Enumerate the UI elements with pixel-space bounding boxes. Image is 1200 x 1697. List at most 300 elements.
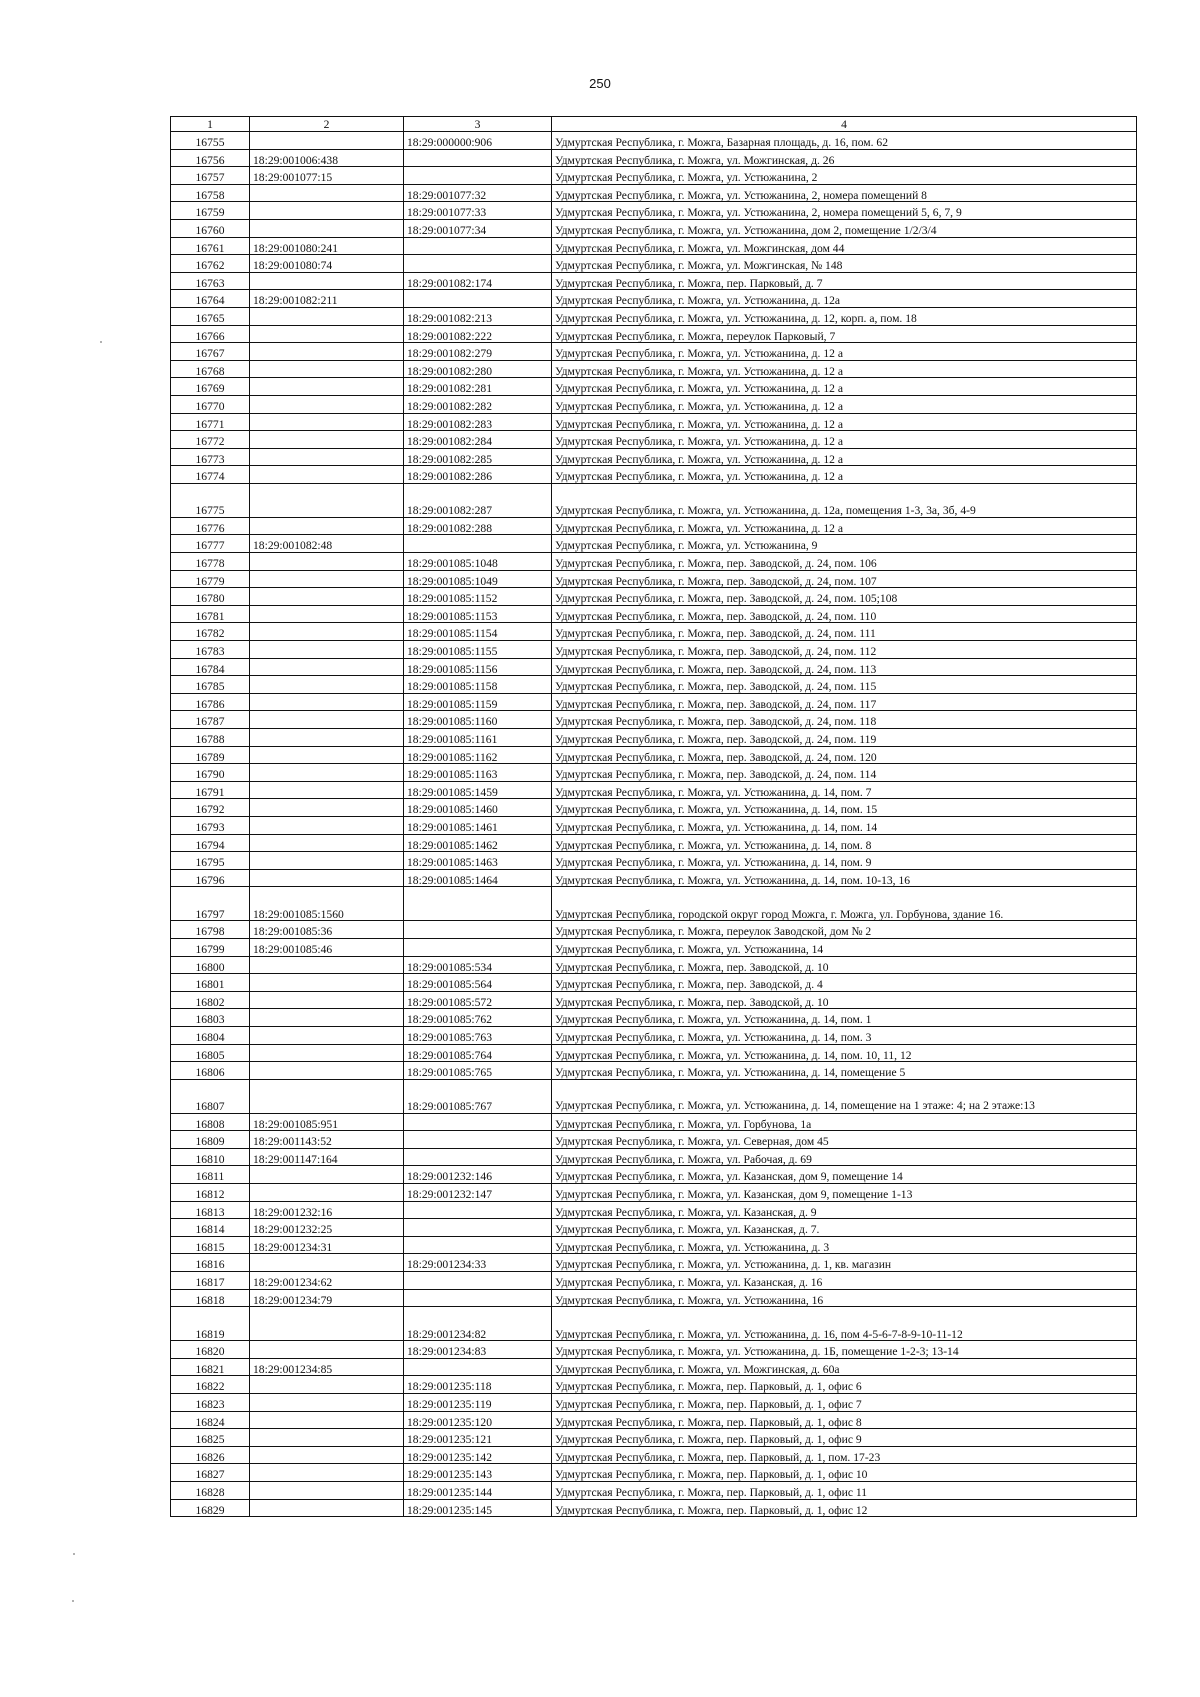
- cadastral-number-object: 18:29:001082:281: [404, 378, 552, 396]
- header-row: [171, 117, 1137, 132]
- table-row: [171, 1219, 1137, 1237]
- cadastral-number-land: [250, 605, 404, 623]
- address: Удмуртская Республика, г. Можга, пер. Парковый, д. 1, офис 7: [552, 1394, 1137, 1412]
- table-row: [171, 799, 1137, 817]
- address: Удмуртская Республика, г. Можга, пер. Заводской, д. 4: [552, 974, 1137, 992]
- cadastral-number-object: [404, 290, 552, 308]
- row-number: 16822: [171, 1376, 250, 1394]
- row-number: 16800: [171, 956, 250, 974]
- column-header-1: 1: [171, 117, 250, 132]
- table-row: [171, 1376, 1137, 1394]
- table-row: [171, 676, 1137, 694]
- cadastral-number-object: [404, 1201, 552, 1219]
- address: Удмуртская Республика, г. Можга, пер. Парковый, д. 1, офис 10: [552, 1464, 1137, 1482]
- address: Удмуртская Республика, г. Можга, ул. Казанская, дом 9, помещение 14: [552, 1166, 1137, 1184]
- address: Удмуртская Республика, г. Можга, пер. Парковый, д. 1, офис 8: [552, 1411, 1137, 1429]
- cadastral-number-land: [250, 1062, 404, 1080]
- cadastral-number-object: 18:29:001234:82: [404, 1307, 552, 1341]
- table-row: [171, 1394, 1137, 1412]
- cadastral-number-land: 18:29:001234:31: [250, 1236, 404, 1254]
- cadastral-number-land: 18:29:001232:16: [250, 1201, 404, 1219]
- cadastral-number-object: 18:29:001082:283: [404, 413, 552, 431]
- address: Удмуртская Республика, г. Можга, ул. Горбунова, 1а: [552, 1113, 1137, 1131]
- cadastral-number-object: [404, 1148, 552, 1166]
- address: Удмуртская Республика, г. Можга, ул. Устюжанина, д. 12 а: [552, 431, 1137, 449]
- cadastral-number-object: [404, 535, 552, 553]
- cadastral-number-object: 18:29:001235:118: [404, 1376, 552, 1394]
- address: Удмуртская Республика, г. Можга, ул. Устюжанина, д. 12 а: [552, 517, 1137, 535]
- cadastral-number-land: 18:29:001006:438: [250, 149, 404, 167]
- row-number: 16808: [171, 1113, 250, 1131]
- cadastral-number-land: 18:29:001143:52: [250, 1131, 404, 1149]
- row-number: 16812: [171, 1184, 250, 1202]
- cadastral-number-object: 18:29:001085:1459: [404, 781, 552, 799]
- row-number: 16815: [171, 1236, 250, 1254]
- row-number: 16802: [171, 991, 250, 1009]
- table-row: [171, 1044, 1137, 1062]
- table-row: [171, 641, 1137, 659]
- cadastral-number-object: 18:29:001082:279: [404, 343, 552, 361]
- cadastral-number-object: 18:29:001085:1159: [404, 693, 552, 711]
- row-number: 16809: [171, 1131, 250, 1149]
- cadastral-number-object: 18:29:001082:285: [404, 448, 552, 466]
- table-row: [171, 711, 1137, 729]
- cadastral-number-land: 18:29:001080:241: [250, 237, 404, 255]
- table-row: [171, 1464, 1137, 1482]
- table-row: [171, 132, 1137, 150]
- address: Удмуртская Республика, г. Можга, ул. Устюжанина, д. 12 а: [552, 413, 1137, 431]
- cadastral-number-land: 18:29:001080:74: [250, 255, 404, 273]
- cadastral-number-land: 18:29:001082:48: [250, 535, 404, 553]
- cadastral-number-land: 18:29:001234:79: [250, 1289, 404, 1307]
- table-row: [171, 219, 1137, 237]
- cadastral-number-object: 18:29:001082:286: [404, 466, 552, 484]
- cadastral-number-object: 18:29:001085:1155: [404, 641, 552, 659]
- cadastral-number-object: [404, 1236, 552, 1254]
- address: Удмуртская Республика, г. Можга, ул. Устюжанина, д. 12 а: [552, 466, 1137, 484]
- cadastral-number-land: [250, 325, 404, 343]
- cadastral-number-land: [250, 272, 404, 290]
- cadastral-number-object: 18:29:001235:120: [404, 1411, 552, 1429]
- cadastral-number-land: [250, 553, 404, 571]
- table-row: [171, 1166, 1137, 1184]
- address: Удмуртская Республика, г. Можга, ул. Устюжанина, д. 12 а: [552, 448, 1137, 466]
- cadastral-number-object: 18:29:001234:33: [404, 1254, 552, 1272]
- address: Удмуртская Республика, г. Можга, ул. Казанская, д. 7.: [552, 1219, 1137, 1237]
- cadastral-number-land: [250, 711, 404, 729]
- cadastral-number-land: [250, 1429, 404, 1447]
- address: Удмуртская Республика, г. Можга, ул. Устюжанина, 9: [552, 535, 1137, 553]
- address: Удмуртская Республика, г. Можга, ул. Устюжанина, д. 14, пом. 15: [552, 799, 1137, 817]
- table-row: [171, 1236, 1137, 1254]
- row-number: 16791: [171, 781, 250, 799]
- table-row: [171, 413, 1137, 431]
- row-number: 16813: [171, 1201, 250, 1219]
- row-number: 16784: [171, 658, 250, 676]
- address: Удмуртская Республика, г. Можга, пер. Заводской, д. 24, пом. 112: [552, 641, 1137, 659]
- cadastral-number-object: 18:29:000000:906: [404, 132, 552, 150]
- address: Удмуртская Республика, г. Можга, пер. Заводской, д. 24, пом. 118: [552, 711, 1137, 729]
- cadastral-number-object: 18:29:001085:1049: [404, 570, 552, 588]
- cadastral-number-object: 18:29:001085:765: [404, 1062, 552, 1080]
- table-row: [171, 167, 1137, 185]
- cadastral-number-land: [250, 1341, 404, 1359]
- table-row: [171, 1358, 1137, 1376]
- row-number: 16760: [171, 219, 250, 237]
- row-number: 16756: [171, 149, 250, 167]
- address: Удмуртская Республика, г. Можга, пер. Заводской, д. 24, пом. 105;108: [552, 588, 1137, 606]
- address: Удмуртская Республика, городской округ город Можга, г. Можга, ул. Горбунова, здание 16.: [552, 887, 1137, 921]
- address: Удмуртская Республика, г. Можга, пер. Заводской, д. 24, пом. 110: [552, 605, 1137, 623]
- row-number: 16759: [171, 202, 250, 220]
- cadastral-number-object: [404, 1131, 552, 1149]
- address: Удмуртская Республика, г. Можга, ул. Устюжанина, д. 12а: [552, 290, 1137, 308]
- table-row: [171, 746, 1137, 764]
- row-number: 16796: [171, 869, 250, 887]
- cadastral-number-land: [250, 202, 404, 220]
- cadastral-number-land: [250, 1166, 404, 1184]
- row-number: 16816: [171, 1254, 250, 1272]
- table-row: [171, 255, 1137, 273]
- cadastral-number-land: [250, 869, 404, 887]
- row-number: 16827: [171, 1464, 250, 1482]
- cadastral-number-land: [250, 1464, 404, 1482]
- row-number: 16768: [171, 360, 250, 378]
- address: Удмуртская Республика, г. Можга, пер. Заводской, д. 24, пом. 114: [552, 764, 1137, 782]
- cadastral-number-object: 18:29:001232:147: [404, 1184, 552, 1202]
- cadastral-number-object: 18:29:001085:1162: [404, 746, 552, 764]
- cadastral-number-object: [404, 887, 552, 921]
- table-row: [171, 431, 1137, 449]
- row-number: 16817: [171, 1272, 250, 1290]
- row-number: 16783: [171, 641, 250, 659]
- table-row: [171, 483, 1137, 517]
- address: Удмуртская Республика, г. Можга, ул. Устюжанина, д. 12а, помещения 1-3, 3а, 3б, 4-9: [552, 483, 1137, 517]
- table-row: [171, 781, 1137, 799]
- cadastral-number-object: 18:29:001082:174: [404, 272, 552, 290]
- row-number: 16762: [171, 255, 250, 273]
- address: Удмуртская Республика, г. Можга, ул. Устюжанина, 16: [552, 1289, 1137, 1307]
- cadastral-number-object: [404, 237, 552, 255]
- address: Удмуртская Республика, г. Можга, ул. Устюжанина, д. 14, пом. 9: [552, 852, 1137, 870]
- table-row: [171, 693, 1137, 711]
- cadastral-number-object: 18:29:001085:1463: [404, 852, 552, 870]
- row-number: 16766: [171, 325, 250, 343]
- cadastral-number-object: [404, 1358, 552, 1376]
- column-header-3: 3: [404, 117, 552, 132]
- row-number: 16778: [171, 553, 250, 571]
- cadastral-number-land: [250, 413, 404, 431]
- cadastral-number-object: 18:29:001235:143: [404, 1464, 552, 1482]
- address: Удмуртская Республика, г. Можга, ул. Устюжанина, д. 14, пом. 7: [552, 781, 1137, 799]
- address: Удмуртская Республика, г. Можга, ул. Устюжанина, д. 1, кв. магазин: [552, 1254, 1137, 1272]
- address: Удмуртская Республика, г. Можга, пер. Заводской, д. 24, пом. 107: [552, 570, 1137, 588]
- cadastral-number-object: 18:29:001235:121: [404, 1429, 552, 1447]
- cadastral-number-object: 18:29:001232:146: [404, 1166, 552, 1184]
- table-row: [171, 1009, 1137, 1027]
- row-number: 16781: [171, 605, 250, 623]
- address: Удмуртская Республика, г. Можга, ул. Устюжанина, д. 1Б, помещение 1-2-3; 13-14: [552, 1341, 1137, 1359]
- address: Удмуртская Республика, г. Можга, ул. Казанская, д. 16: [552, 1272, 1137, 1290]
- cadastral-number-object: 18:29:001085:1163: [404, 764, 552, 782]
- table-row: [171, 1307, 1137, 1341]
- cadastral-number-land: [250, 658, 404, 676]
- cadastral-number-object: 18:29:001085:1152: [404, 588, 552, 606]
- cadastral-number-land: [250, 570, 404, 588]
- row-number: 16814: [171, 1219, 250, 1237]
- row-number: 16770: [171, 395, 250, 413]
- table-row: [171, 588, 1137, 606]
- table-row: [171, 343, 1137, 361]
- address: Удмуртская Республика, г. Можга, ул. Устюжанина, д. 14, пом. 8: [552, 834, 1137, 852]
- cadastral-number-object: [404, 1113, 552, 1131]
- table-row: [171, 1131, 1137, 1149]
- table-row: [171, 360, 1137, 378]
- cadastral-number-land: [250, 1499, 404, 1517]
- address: Удмуртская Республика, г. Можга, ул. Можгинская, № 148: [552, 255, 1137, 273]
- table-row: [171, 184, 1137, 202]
- cadastral-number-land: [250, 764, 404, 782]
- address: Удмуртская Республика, г. Можга, ул. Устюжанина, 2: [552, 167, 1137, 185]
- address: Удмуртская Республика, г. Можга, ул. Устюжанина, д. 14, помещение 5: [552, 1062, 1137, 1080]
- table-row: [171, 729, 1137, 747]
- table-row: [171, 764, 1137, 782]
- cadastral-number-land: [250, 431, 404, 449]
- cadastral-number-object: [404, 921, 552, 939]
- cadastral-number-land: 18:29:001077:15: [250, 167, 404, 185]
- row-number: 16795: [171, 852, 250, 870]
- address: Удмуртская Республика, г. Можга, ул. Устюжанина, д. 12 а: [552, 378, 1137, 396]
- cadastral-number-land: 18:29:001085:951: [250, 1113, 404, 1131]
- table-row: [171, 938, 1137, 956]
- row-number: 16780: [171, 588, 250, 606]
- row-number: 16825: [171, 1429, 250, 1447]
- table-row: [171, 1254, 1137, 1272]
- cadastral-number-land: [250, 781, 404, 799]
- cadastral-number-land: [250, 641, 404, 659]
- address: Удмуртская Республика, г. Можга, ул. Северная, дом 45: [552, 1131, 1137, 1149]
- cadastral-number-object: 18:29:001085:767: [404, 1079, 552, 1113]
- cadastral-number-object: 18:29:001235:145: [404, 1499, 552, 1517]
- table-row: [171, 1026, 1137, 1044]
- cadastral-number-object: 18:29:001085:1153: [404, 605, 552, 623]
- cadastral-number-object: 18:29:001077:34: [404, 219, 552, 237]
- row-number: 16805: [171, 1044, 250, 1062]
- address: Удмуртская Республика, г. Можга, переулок Парковый, 7: [552, 325, 1137, 343]
- cadastral-number-land: [250, 623, 404, 641]
- address: Удмуртская Республика, г. Можга, ул. Устюжанина, д. 14, помещение на 1 этаже: 4; на 2 этаже:13: [552, 1079, 1137, 1113]
- cadastral-number-land: [250, 956, 404, 974]
- row-number: 16798: [171, 921, 250, 939]
- table-row: [171, 202, 1137, 220]
- cadastral-number-land: [250, 588, 404, 606]
- cadastral-number-object: 18:29:001082:287: [404, 483, 552, 517]
- row-number: 16810: [171, 1148, 250, 1166]
- address: Удмуртская Республика, г. Можга, пер. Парковый, д. 1, офис 9: [552, 1429, 1137, 1447]
- cadastral-number-object: 18:29:001085:764: [404, 1044, 552, 1062]
- address: Удмуртская Республика, г. Можга, пер. Парковый, д. 7: [552, 272, 1137, 290]
- cadastral-number-object: 18:29:001085:1464: [404, 869, 552, 887]
- address: Удмуртская Республика, г. Можга, ул. Устюжанина, 2, номера помещений 8: [552, 184, 1137, 202]
- page-number: 250: [589, 76, 611, 91]
- row-number: 16773: [171, 448, 250, 466]
- table-row: [171, 448, 1137, 466]
- row-number: 16786: [171, 693, 250, 711]
- cadastral-number-land: [250, 1184, 404, 1202]
- cadastral-number-land: 18:29:001085:1560: [250, 887, 404, 921]
- scan-speck: [100, 341, 102, 343]
- cadastral-number-land: [250, 448, 404, 466]
- cadastral-number-object: 18:29:001234:83: [404, 1341, 552, 1359]
- row-number: 16767: [171, 343, 250, 361]
- table-row: [171, 1113, 1137, 1131]
- table-row: [171, 1429, 1137, 1447]
- table-row: [171, 272, 1137, 290]
- cadastral-number-land: [250, 378, 404, 396]
- address: Удмуртская Республика, г. Можга, пер. Заводской, д. 24, пом. 106: [552, 553, 1137, 571]
- table-row: [171, 325, 1137, 343]
- table-row: [171, 1148, 1137, 1166]
- cadastral-number-object: 18:29:001085:763: [404, 1026, 552, 1044]
- address: Удмуртская Республика, г. Можга, пер. Парковый, д. 1, офис 6: [552, 1376, 1137, 1394]
- address: Удмуртская Республика, г. Можга, ул. Устюжанина, д. 12, корп. а, пом. 18: [552, 307, 1137, 325]
- cadastral-number-object: 18:29:001235:142: [404, 1446, 552, 1464]
- table-row: [171, 1341, 1137, 1359]
- cadastral-number-land: [250, 693, 404, 711]
- row-number: 16758: [171, 184, 250, 202]
- row-number: 16757: [171, 167, 250, 185]
- cadastral-number-object: 18:29:001085:1161: [404, 729, 552, 747]
- address: Удмуртская Республика, г. Можга, ул. Можгинская, д. 60а: [552, 1358, 1137, 1376]
- scan-speck: [73, 1553, 75, 1555]
- table-row: [171, 517, 1137, 535]
- table-row: [171, 869, 1137, 887]
- address: Удмуртская Республика, г. Можга, ул. Устюжанина, д. 14, пом. 1: [552, 1009, 1137, 1027]
- cadastral-number-land: [250, 1446, 404, 1464]
- address: Удмуртская Республика, г. Можга, переулок Заводской, дом № 2: [552, 921, 1137, 939]
- cadastral-number-land: [250, 483, 404, 517]
- table-row: [171, 1411, 1137, 1429]
- cadastral-number-land: 18:29:001232:25: [250, 1219, 404, 1237]
- table-row: [171, 378, 1137, 396]
- cadastral-number-object: 18:29:001085:1154: [404, 623, 552, 641]
- row-number: 16794: [171, 834, 250, 852]
- register-table: [170, 116, 1137, 1517]
- row-number: 16824: [171, 1411, 250, 1429]
- cadastral-number-land: [250, 1254, 404, 1272]
- row-number: 16807: [171, 1079, 250, 1113]
- cadastral-number-object: 18:29:001082:282: [404, 395, 552, 413]
- address: Удмуртская Республика, г. Можга, пер. Заводской, д. 10: [552, 991, 1137, 1009]
- row-number: 16799: [171, 938, 250, 956]
- row-number: 16829: [171, 1499, 250, 1517]
- cadastral-number-object: 18:29:001235:119: [404, 1394, 552, 1412]
- address: Удмуртская Республика, г. Можга, ул. Устюжанина, д. 14, пом. 10-13, 16: [552, 869, 1137, 887]
- row-number: 16797: [171, 887, 250, 921]
- cadastral-number-land: [250, 799, 404, 817]
- column-header-2: 2: [250, 117, 404, 132]
- row-number: 16793: [171, 816, 250, 834]
- column-header-4: 4: [552, 117, 1137, 132]
- address: Удмуртская Республика, г. Можга, Базарная площадь, д. 16, пом. 62: [552, 132, 1137, 150]
- cadastral-number-object: 18:29:001235:144: [404, 1481, 552, 1499]
- cadastral-number-land: [250, 517, 404, 535]
- table-row: [171, 991, 1137, 1009]
- table-row: [171, 1289, 1137, 1307]
- row-number: 16776: [171, 517, 250, 535]
- table-row: [171, 395, 1137, 413]
- row-number: 16761: [171, 237, 250, 255]
- cadastral-number-object: [404, 1289, 552, 1307]
- address: Удмуртская Республика, г. Можга, ул. Устюжанина, д. 16, пом 4-5-6-7-8-9-10-11-12: [552, 1307, 1137, 1341]
- address: Удмуртская Республика, г. Можга, пер. Парковый, д. 1, пом. 17-23: [552, 1446, 1137, 1464]
- cadastral-number-land: [250, 729, 404, 747]
- cadastral-number-land: 18:29:001234:85: [250, 1358, 404, 1376]
- cadastral-number-object: 18:29:001077:33: [404, 202, 552, 220]
- address: Удмуртская Республика, г. Можга, пер. Заводской, д. 24, пом. 111: [552, 623, 1137, 641]
- address: Удмуртская Республика, г. Можга, пер. Заводской, д. 24, пом. 115: [552, 676, 1137, 694]
- cadastral-number-land: [250, 184, 404, 202]
- row-number: 16790: [171, 764, 250, 782]
- cadastral-number-object: 18:29:001085:1460: [404, 799, 552, 817]
- address: Удмуртская Республика, г. Можга, ул. Устюжанина, д. 14, пом. 14: [552, 816, 1137, 834]
- address: Удмуртская Республика, г. Можга, пер. Заводской, д. 24, пом. 113: [552, 658, 1137, 676]
- row-number: 16769: [171, 378, 250, 396]
- scan-speck: [72, 1600, 74, 1602]
- table-row: [171, 149, 1137, 167]
- row-number: 16788: [171, 729, 250, 747]
- row-number: 16804: [171, 1026, 250, 1044]
- cadastral-number-land: [250, 1079, 404, 1113]
- row-number: 16775: [171, 483, 250, 517]
- cadastral-number-land: [250, 974, 404, 992]
- address: Удмуртская Республика, г. Можга, пер. Парковый, д. 1, офис 11: [552, 1481, 1137, 1499]
- table-row: [171, 307, 1137, 325]
- cadastral-number-object: [404, 1272, 552, 1290]
- row-number: 16765: [171, 307, 250, 325]
- row-number: 16777: [171, 535, 250, 553]
- address: Удмуртская Республика, г. Можга, ул. Рабочая, д. 69: [552, 1148, 1137, 1166]
- cadastral-number-object: 18:29:001082:280: [404, 360, 552, 378]
- address: Удмуртская Республика, г. Можга, пер. Заводской, д. 10: [552, 956, 1137, 974]
- cadastral-number-object: 18:29:001082:288: [404, 517, 552, 535]
- cadastral-number-object: [404, 1219, 552, 1237]
- address: Удмуртская Республика, г. Можга, ул. Устюжанина, д. 12 а: [552, 343, 1137, 361]
- cadastral-number-object: 18:29:001085:1158: [404, 676, 552, 694]
- row-number: 16785: [171, 676, 250, 694]
- table-row: [171, 605, 1137, 623]
- table-row: [171, 658, 1137, 676]
- cadastral-number-object: 18:29:001082:222: [404, 325, 552, 343]
- cadastral-number-land: 18:29:001085:36: [250, 921, 404, 939]
- cadastral-number-object: 18:29:001082:284: [404, 431, 552, 449]
- cadastral-number-land: [250, 676, 404, 694]
- row-number: 16818: [171, 1289, 250, 1307]
- cadastral-number-land: [250, 991, 404, 1009]
- table-row: [171, 623, 1137, 641]
- row-number: 16782: [171, 623, 250, 641]
- cadastral-number-land: [250, 1481, 404, 1499]
- cadastral-number-land: [250, 1411, 404, 1429]
- row-number: 16764: [171, 290, 250, 308]
- cadastral-number-land: [250, 746, 404, 764]
- cadastral-number-land: 18:29:001082:211: [250, 290, 404, 308]
- address: Удмуртская Республика, г. Можга, ул. Устюжанина, д. 14, пом. 10, 11, 12: [552, 1044, 1137, 1062]
- cadastral-number-object: 18:29:001085:1461: [404, 816, 552, 834]
- row-number: 16811: [171, 1166, 250, 1184]
- row-number: 16828: [171, 1481, 250, 1499]
- address: Удмуртская Республика, г. Можга, ул. Устюжанина, д. 14, пом. 3: [552, 1026, 1137, 1044]
